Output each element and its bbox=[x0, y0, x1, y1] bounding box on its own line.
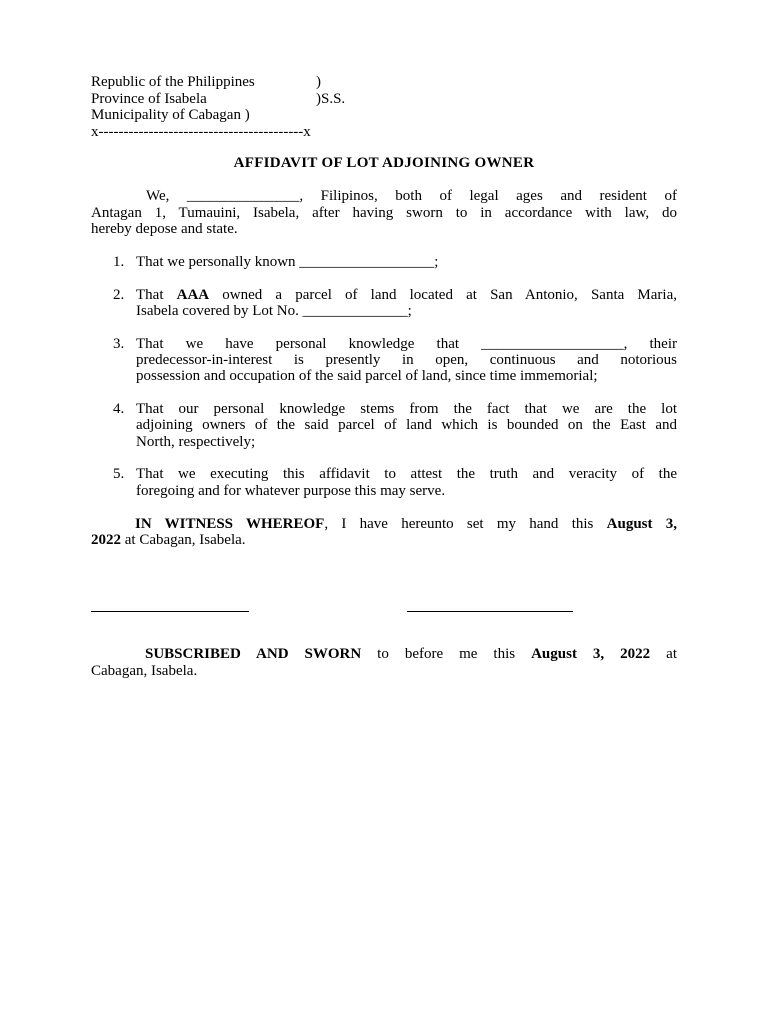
witness-heading: IN WITNESS WHEREOF bbox=[135, 516, 325, 532]
witness-text: , I have hereunto set my hand this bbox=[324, 516, 607, 532]
item-3-line-3: possession and occupation of the said parcel of land, since time immemorial; bbox=[136, 368, 598, 384]
caption-line-3: Municipality of Cabagan ) bbox=[91, 107, 250, 123]
caption-line-2-mark: )S.S. bbox=[316, 91, 346, 107]
item-1-number: 1. bbox=[113, 254, 125, 270]
item-3-line-1: That we have personal knowledge that ___________________, their bbox=[136, 336, 677, 352]
item-2-owner-name: AAA bbox=[176, 287, 210, 303]
signature-line-right bbox=[407, 611, 573, 612]
jurat-date: August 3, 2022 bbox=[531, 646, 651, 662]
item-5-line-1: That we executing this affidavit to attest the truth and veracity of the bbox=[136, 466, 677, 482]
jurat-line-1 bbox=[145, 646, 677, 663]
witness-line-1 bbox=[135, 516, 677, 533]
caption-line-1-mark: ) bbox=[316, 74, 321, 90]
item-2-text-a: That bbox=[136, 287, 177, 303]
witness-line-2 bbox=[91, 532, 246, 549]
item-2-number: 2. bbox=[113, 287, 125, 303]
signature-line-left bbox=[91, 611, 249, 612]
item-2-line-1 bbox=[136, 287, 677, 304]
document-title: AFFIDAVIT OF LOT ADJOINING OWNER bbox=[233, 155, 535, 171]
item-3-number: 3. bbox=[113, 336, 125, 352]
item-2-line-2: Isabela covered by Lot No. ______________; bbox=[136, 303, 412, 319]
item-2-text-b: owned a parcel of land located at San Antonio, Santa Maria, bbox=[209, 287, 677, 303]
jurat-text: to before me this bbox=[361, 646, 532, 662]
item-4-line-1: That our personal knowledge stems from the fact that we are the lot bbox=[136, 401, 677, 417]
jurat-heading: SUBSCRIBED AND SWORN bbox=[145, 646, 362, 662]
jurat-text-end: at bbox=[650, 646, 677, 662]
intro-line-3: hereby depose and state. bbox=[91, 221, 238, 237]
item-5-line-2: foregoing and for whatever purpose this may serve. bbox=[136, 483, 446, 499]
caption-line-1: Republic of the Philippines bbox=[91, 74, 255, 90]
item-4-line-3: North, respectively; bbox=[136, 434, 256, 450]
caption-line-2: Province of Isabela bbox=[91, 91, 207, 107]
item-4-line-2: adjoining owners of the said parcel of land which is bounded on the East and bbox=[136, 417, 677, 433]
intro-line-1: We, _______________, Filipinos, both of legal ages and resident of bbox=[146, 188, 677, 204]
jurat-line-2: Cabagan, Isabela. bbox=[91, 663, 198, 679]
item-3-line-2: predecessor-in-interest is presently in open, continuous and notorious bbox=[136, 352, 677, 368]
witness-place: at Cabagan, Isabela. bbox=[121, 532, 246, 548]
witness-year: 2022 bbox=[91, 532, 121, 548]
caption-separator: x-----------------------------------------x bbox=[91, 124, 311, 140]
witness-date: August 3, bbox=[606, 516, 677, 532]
intro-line-2: Antagan 1, Tumauini, Isabela, after having sworn to in accordance with law, do bbox=[91, 205, 677, 221]
item-4-number: 4. bbox=[113, 401, 125, 417]
item-5-number: 5. bbox=[113, 466, 125, 482]
item-1-line-1: That we personally known __________________; bbox=[136, 254, 439, 270]
